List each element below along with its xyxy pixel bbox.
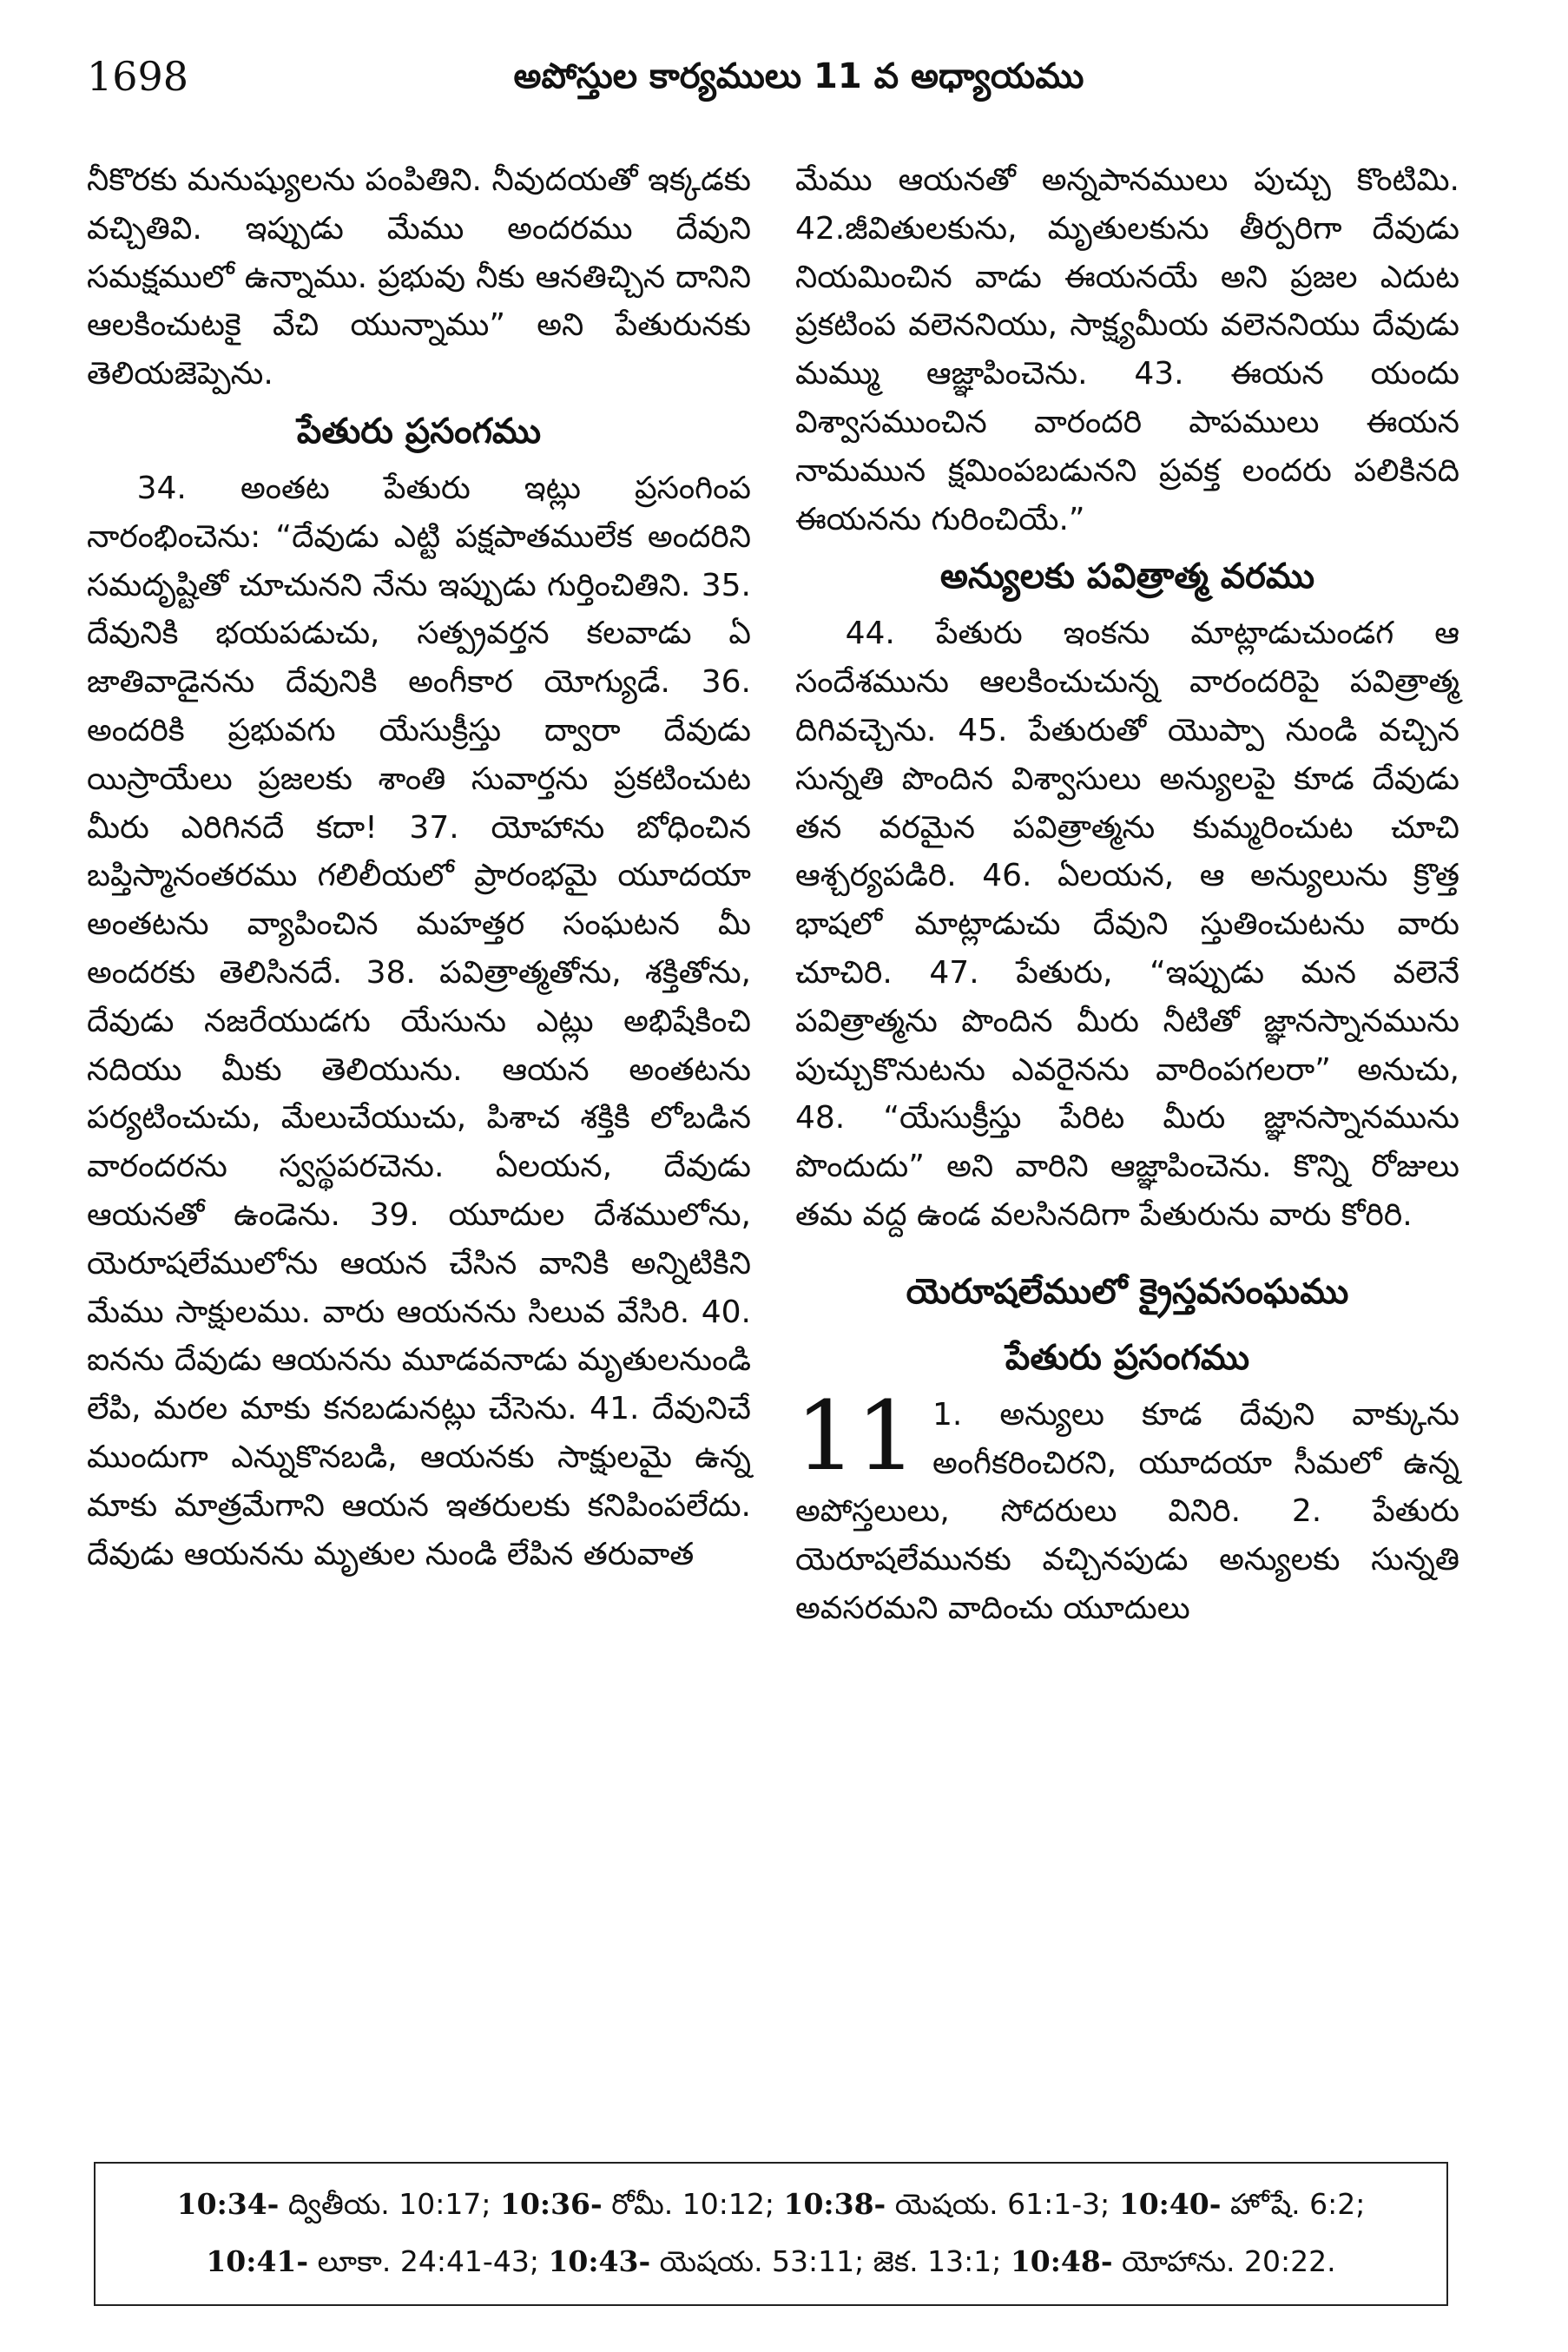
paragraph: 1. అన్యులు కూడ దేవుని వాక్కును అంగీకరించిరని, యూదయా సీమలో ఉన్న అపోస్తలులు, సోదరులు వినిరి. 2. పేతురు యెరూషలేమునకు వచ్చినపుడు అన్యులకు సున్నతి అవసరమని వాదించు యూదులు bbox=[795, 1396, 1459, 1626]
footnote-text: లూకా. 24:41-43; bbox=[308, 2244, 549, 2278]
footnote-box bbox=[94, 2162, 1448, 2306]
section-heading: పేతురు ప్రసంగము bbox=[296, 411, 542, 451]
paragraph: 34. అంతట పేతురు ఇట్లు ప్రసంగింప నారంభించెను: “దేవుడు ఎట్టి పక్షపాతములేక అందరిని సమదృష్టితో చూచునని నేను ఇప్పుడు గుర్తించితిని. 35. దేవునికి భయపడుచు, సత్ప్రవర్తన కలవాడు ఏ జాతివాడైనను దేవునికి అంగీకార యోగ్యుడే. 36. అందరికి ప్రభువగు యేసుక్రీస్తు ద్వారా దేవుడు యిస్రాయేలు ప్రజలకు శాంతి సువార్తను ప్రకటించుట మీరు ఎరిగినదే కదా! 37. యోహాను బోధించిన బప్తిస్మానంతరము గలిలీయలో ప్రారంభమై యూదయా అంతటను వ్యాపించిన మహత్తర సంఘటన మీ అందరకు తెలిసినదే. 38. పవిత్రాత్మతోను, శక్తితోను, దేవుడు నజరేయుడగు యేసును ఎట్లు అభిషేకించి నదియు మీకు తెలియును. ఆయన అంతటను పర్యటించుచు, మేలుచేయుచు, పిశాచ శక్తికి లోబడిన వారందరను స్వస్థపరచెను. ఏలయన, దేవుడు ఆయనతో ఉండెను. 39. యూదుల దేశములోను, యెరూషలేములోను ఆయన చేసిన వానికి అన్నిటికిని మేము సాక్షులము. వారు ఆయనను సిలువ వేసిరి. 40. ఐనను దేవుడు ఆయనను మూడవనాడు మృతులనుండి లేపి, మరల మాకు కనబడునట్లు చేసెను. 41. దేవునిచే ముందుగా ఎన్నుకొనబడి, ఆయనకు సాక్షులమై ఉన్న మాకు మాత్రమేగాని ఆయన ఇతరులకు కనిపింపలేదు. దేవుడు ఆయనను మృతుల నుండి లేపిన తరువాత bbox=[87, 470, 751, 1572]
footnote-text: హోషే. 6:2; bbox=[1221, 2187, 1366, 2221]
section-heading: అన్యులకు పవిత్రాత్మ వరము bbox=[939, 557, 1315, 597]
footnote-ref: 10:34- bbox=[176, 2187, 280, 2221]
footnote-text: రోమీ. 10:12; bbox=[602, 2187, 784, 2221]
footnote-ref: 10:48- bbox=[1010, 2244, 1113, 2278]
right-column bbox=[795, 156, 1459, 1633]
paragraph: 44. పేతురు ఇంకను మాట్లాడుచుండగ ఆ సందేశమును ఆలకించుచున్న వారందరిపై పవిత్రాత్మ దిగివచ్చెను. 45. పేతురుతో యొప్పా నుండి వచ్చిన సున్నతి పొందిన విశ్వాసులు అన్యులపై కూడ దేవుడు తన వరమైన పవిత్రాత్మను కుమ్మరించుట చూచి ఆశ్చర్యపడిరి. 46. ఏలయన, ఆ అన్యులును క్రొత్త భాషలో మాట్లాడుచు దేవుని స్తుతించుటను వారు చూచిరి. 47. పేతురు, “ఇప్పుడు మన వలెనే పవిత్రాత్మను పొందిన మీరు నీటితో జ్ఞానస్నానమును పుచ్చుకొనుటను ఎవరైనను వారింపగలరా” అనుచు, 48. “యేసుక్రీస్తు పేరిట మీరు జ్ఞానస్నానమును పొందుదు” అని వారిని ఆజ్ఞాపించెను. కొన్ని రోజులు తమ వద్ద ఉండ వలసినదిగా పేతురును వారు కోరిరి. bbox=[795, 616, 1459, 1233]
footnote-text: యెషయ. 61:1-3; bbox=[886, 2187, 1119, 2221]
page-header bbox=[87, 43, 1441, 113]
footnote-text: యోహాను. 20:22. bbox=[1112, 2244, 1336, 2278]
footnote-ref: 10:43- bbox=[548, 2244, 651, 2278]
page-number: 1698 bbox=[87, 53, 189, 100]
chapter-subheading: పేతురు ప్రసంగము bbox=[1005, 1337, 1250, 1378]
footnote-text: యెషయ. 53:11; జెక. 13:1; bbox=[650, 2244, 1011, 2278]
footnote-ref: 10:38- bbox=[783, 2187, 886, 2221]
footnote-ref: 10:36- bbox=[499, 2187, 603, 2221]
paragraph: మేము ఆయనతో అన్నపానములు పుచ్చు కొంటిమి. 42.జీవితులకును, మృతులకును తీర్పరిగా దేవుడు నియమించిన వాడు ఈయనయే అని ప్రజల ఎదుట ప్రకటింప వలెననియు, సాక్ష్యమీయ వలెననియు దేవుడు మమ్ము ఆజ్ఞాపించెను. 43. ఈయన యందు విశ్వాసముంచిన వారందరి పాపములు ఈయన నామమున క్షమింపబడునని ప్రవక్త లందరు పలికినది ఈయనను గురించియే.” bbox=[795, 162, 1459, 537]
footnote-ref: 10:41- bbox=[206, 2244, 309, 2278]
chapter-number: 11 bbox=[795, 1380, 917, 1492]
paragraph: నీకొరకు మనుష్యులను పంపితిని. నీవుదయతో ఇక్కడకు వచ్చితివి. ఇప్పుడు మేము అందరము దేవుని సమక్షములో ఉన్నాము. ప్రభువు నీకు ఆనతిచ్చిన దానిని ఆలకించుటకై వేచి యున్నాము” అని పేతురునకు తెలియజెప్పెను. bbox=[87, 162, 751, 392]
chapter-heading: యెరూషలేములో క్రైస్తవసంఘము bbox=[906, 1271, 1349, 1312]
footnote-line bbox=[96, 2176, 1446, 2233]
footnote-ref: 10:40- bbox=[1118, 2187, 1222, 2221]
chapter-opening bbox=[795, 1380, 1459, 1633]
left-column bbox=[87, 156, 751, 1578]
running-title: అపోస్తుల కార్యములు 11 వ అధ్యాయము bbox=[513, 56, 1084, 96]
footnote-text: ద్వితీయ. 10:17; bbox=[279, 2187, 500, 2221]
footnote-line bbox=[96, 2233, 1446, 2290]
